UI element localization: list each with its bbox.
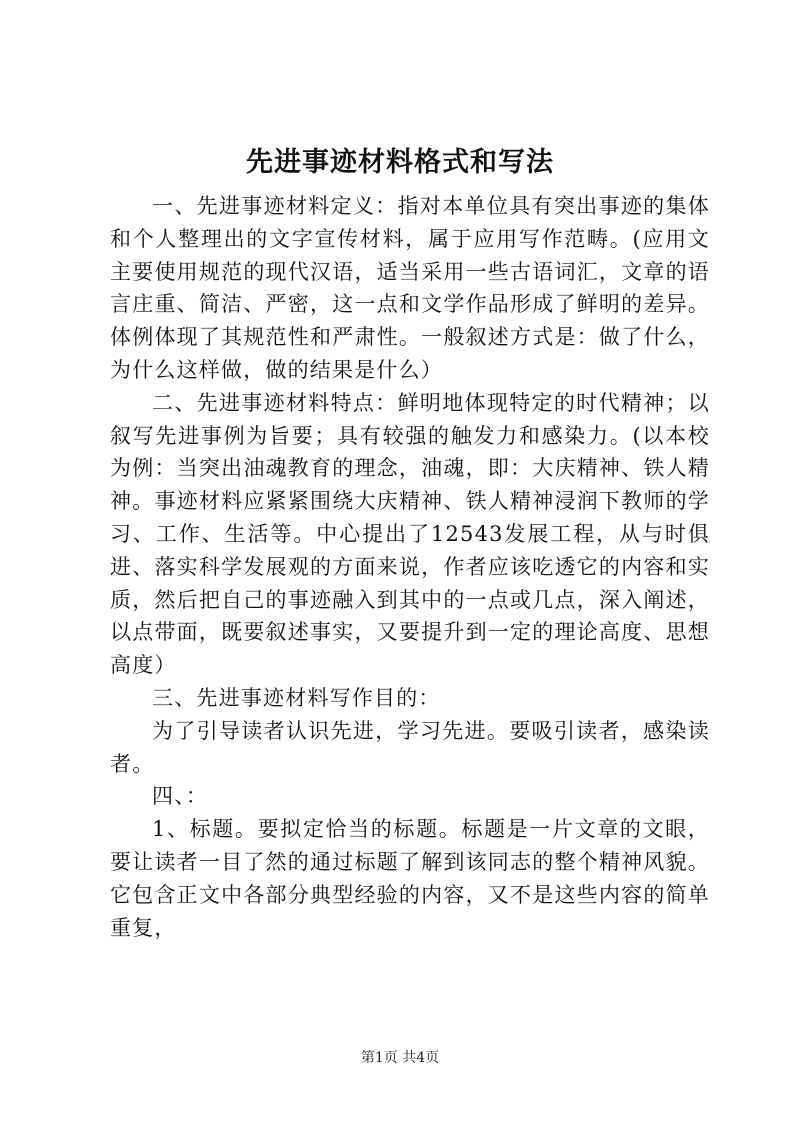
paragraph-purpose: 为了引导读者认识先进，学习先进。要吸引读者，感染读者。 [110, 718, 710, 776]
page-number: 第1页 共4页 [360, 1050, 440, 1066]
paragraph-section-four: 四、： [152, 784, 209, 809]
paragraph-title-guideline: 1、标题。要拟定恰当的标题。标题是一片文章的文眼，要让读者一目了然的通过标题了解到该同志的整个精神风貌。它包含正文中各部分典型经验的内容，又不是这些内容的简单重复， [110, 817, 710, 940]
paragraph-purpose-heading: 三、先进事迹材料写作目的： [152, 685, 441, 710]
document-title: 先进事迹材料格式和写法 [246, 147, 554, 178]
paragraph-features: 二、先进事迹材料特点：鲜明地体现特定的时代精神；以叙写先进事例为旨要；具有较强的触发力和感染力。(以本校为例：当突出油魂教育的理念，油魂，即：大庆精神、铁人精神。事迹材料应紧紧围绕大庆精神、铁人精神浸润下教师的学习、工作、生活等。中心提出了12543发展工程，从与时俱进、落实科学发展观的方面来说，作者应该吃透它的内容和实质，然后把自己的事迹融入到其中的一点或几点，深入阐述，以点带面，既要叙述事实，又要提升到一定的理论高度、思想高度） [110, 390, 710, 678]
paragraph-definition: 一、先进事迹材料定义：指对本单位具有突出事迹的集体和个人整理出的文字宣传材料，属于应用写作范畴。(应用文主要使用规范的现代汉语，适当采用一些古语词汇，文章的语言庄重、简洁、严密，这一点和文学作品形成了鲜明的差异。体例体现了其规范性和严肃性。一般叙述方式是：做了什么，为什么这样做，做的结果是什么） [110, 194, 710, 382]
document-body [110, 190, 710, 944]
